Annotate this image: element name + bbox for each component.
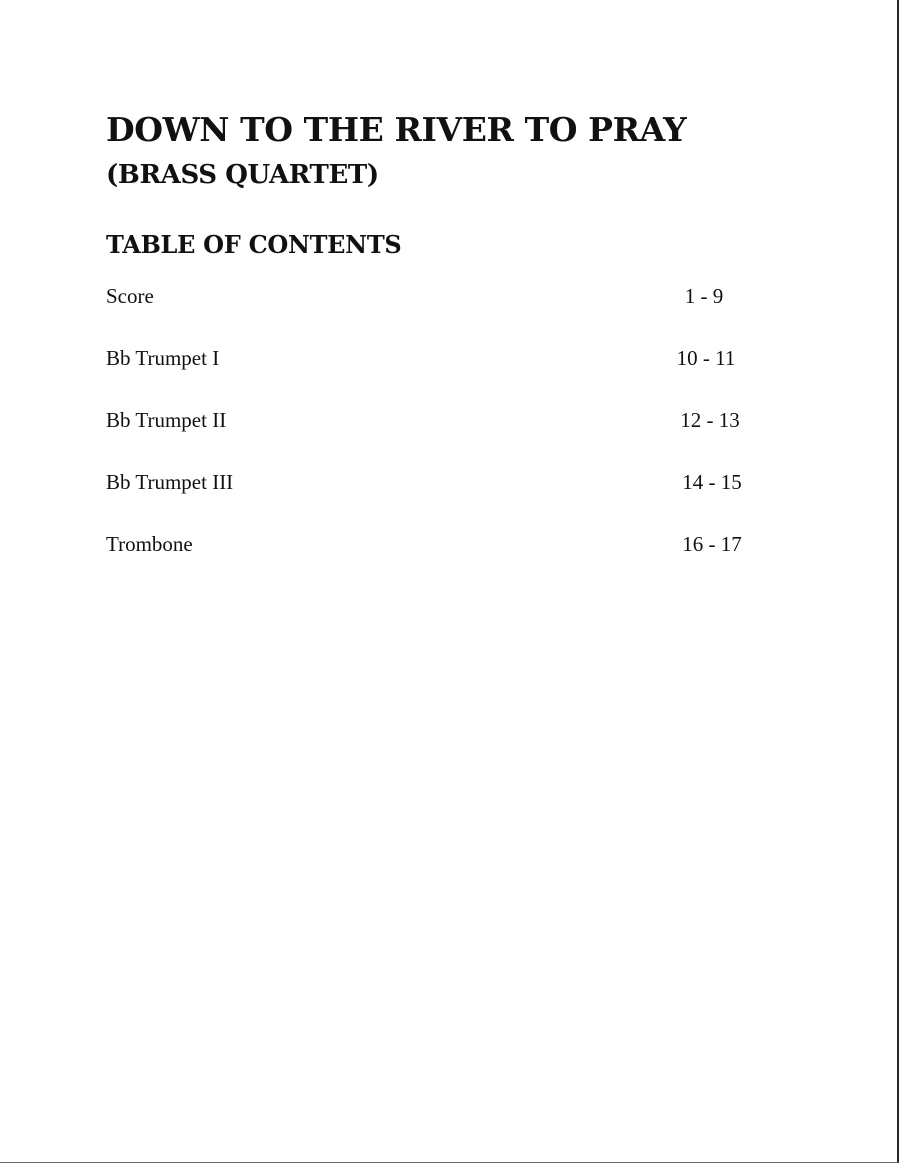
toc-entry-label: Bb Trumpet III [106,470,234,494]
toc-list [106,284,786,594]
toc-entry-pages: 10 - 11 [676,346,736,370]
toc-entry-label: Trombone [106,532,193,556]
toc-entry-pages: 12 - 13 [680,408,740,432]
toc-entry-bb-trumpet-2 [106,408,786,470]
document-title: DOWN TO THE RIVER TO PRAY [106,110,687,149]
toc-entry-score [106,284,786,346]
toc-entry-trombone [106,532,786,594]
toc-entry-bb-trumpet-3 [106,470,786,532]
toc-entry-pages: 16 - 17 [682,532,742,556]
toc-entry-pages: 14 - 15 [682,470,742,494]
toc-entry-label: Bb Trumpet II [106,408,227,432]
toc-entry-label: Bb Trumpet I [106,346,220,370]
document-subtitle: (BRASS QUARTET) [106,160,379,190]
toc-entry-label: Score [106,284,154,308]
toc-entry-bb-trumpet-1 [106,346,786,408]
toc-entry-pages: 1 - 9 [684,284,724,308]
toc-heading: TABLE OF CONTENTS [106,230,402,259]
